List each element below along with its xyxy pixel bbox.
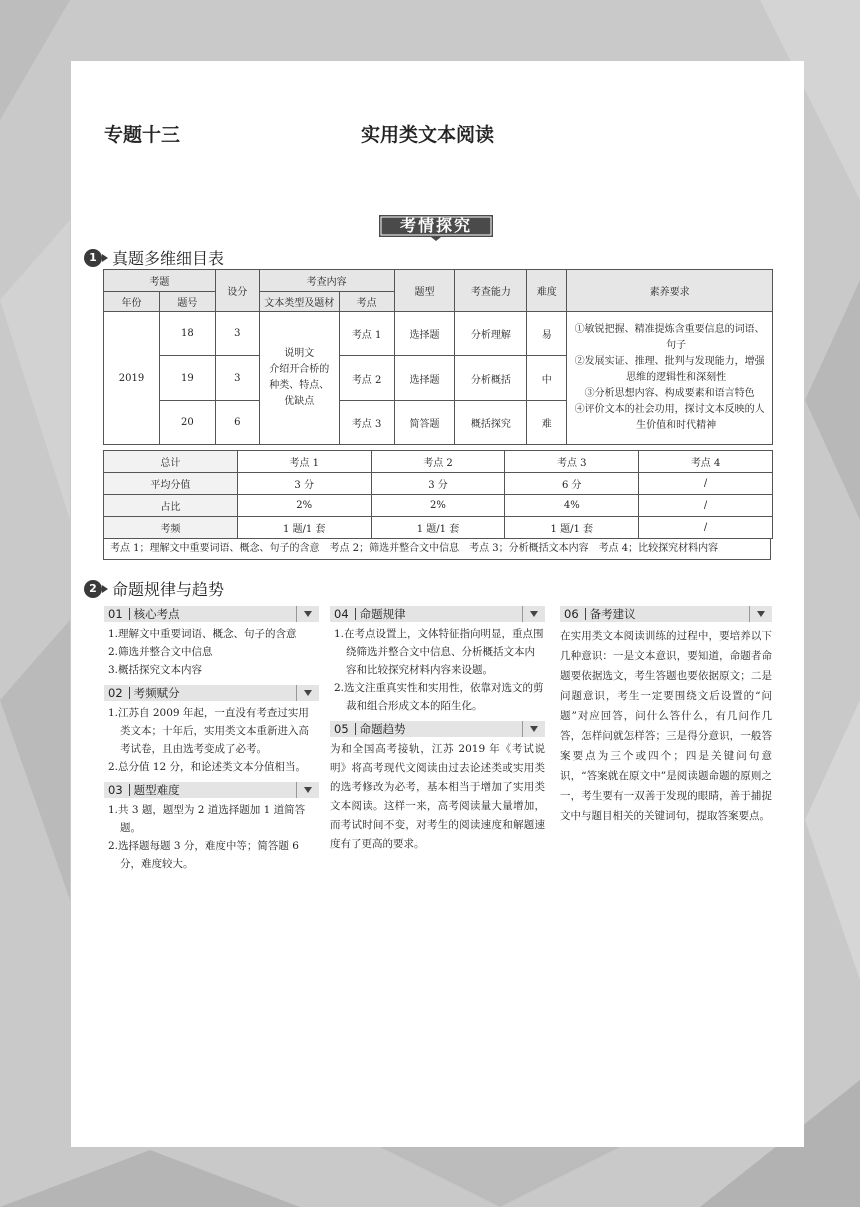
stats-cell: 6 分 (505, 473, 639, 495)
cell-kaodian: 考点 2 (339, 356, 394, 401)
stats-cell: 2% (237, 495, 371, 517)
cell-shefen: 3 (215, 356, 259, 401)
block-header-04 (330, 606, 545, 622)
block-title: 命题规律 (359, 607, 406, 621)
chevron-down-icon (522, 721, 545, 737)
cell-year: 2019 (104, 312, 160, 445)
stats-cell: 1 题/1 套 (505, 517, 639, 539)
cell-nandu: 中 (527, 356, 567, 401)
block-title: 题型难度 (133, 783, 180, 797)
section-heading-1 (84, 246, 224, 269)
chevron-down-icon (296, 606, 319, 622)
header-wenben-leixing: 文本类型及题材 (259, 292, 339, 312)
section-heading-2 (84, 577, 224, 600)
cell-nengli: 分析理解 (455, 312, 527, 356)
stats-cell: / (639, 517, 773, 539)
header-kaodian: 考点 (339, 292, 394, 312)
stats-header: 考点 4 (639, 451, 773, 473)
divider (355, 608, 356, 620)
divider (129, 687, 130, 699)
header-kaoti: 考题 (104, 270, 216, 292)
cell-shefen: 6 (215, 401, 259, 445)
block-header-02 (104, 685, 319, 701)
header-nianfen: 年份 (104, 292, 160, 312)
cell-tihao: 20 (159, 401, 215, 445)
kaodian-note: 考点 1；理解文中重要词语、概念、句子的含意 考点 2；筛选并整合文中信息 考点 3；分析概括文本内容 考点 4；比较探究材料内容 (103, 538, 771, 560)
stats-header: 考点 3 (505, 451, 639, 473)
list-item: 1.江苏自 2009 年起，一直没有考查过实用类文本；十年后，实用类文本重新进入高考试卷，且由选考变成了必考。 (108, 707, 309, 755)
divider (585, 608, 586, 620)
cell-nengli: 概括探究 (455, 401, 527, 445)
cell-kaodian: 考点 3 (339, 401, 394, 445)
header-suyang: 素养要求 (567, 270, 773, 312)
suyang-item: ③分析思想内容、构成要素和语言特色 (584, 388, 755, 399)
list-item: 3.概括探究文本内容 (108, 664, 203, 676)
cell-nengli: 分析概括 (455, 356, 527, 401)
list-item: 2.总分值 12 分，和论述类文本分值相当。 (108, 761, 307, 773)
stats-cell: 1 题/1 套 (237, 517, 371, 539)
chevron-down-icon (522, 606, 545, 622)
block-header-03 (104, 782, 319, 798)
banner-label: 考情探究 (399, 216, 472, 235)
cell-nandu: 易 (527, 312, 567, 356)
block-number: 01 (108, 607, 123, 621)
text-type-line: 种类、特点、 (269, 380, 330, 391)
header-tihao: 题号 (159, 292, 215, 312)
suyang-item: ④评价文本的社会功用，探讨文本反映的人生价值和时代精神 (574, 404, 765, 431)
list-item: 1.理解文中重要词语、概念、句子的含意 (108, 628, 297, 640)
stats-cell: 占比 (104, 495, 238, 517)
text-type-line: 优缺点 (284, 396, 315, 407)
block-number: 06 (564, 607, 579, 621)
header-shefen: 设分 (215, 270, 259, 312)
stats-header: 考点 1 (237, 451, 371, 473)
cell-tihao: 18 (159, 312, 215, 356)
stats-cell: 2% (371, 495, 505, 517)
stats-cell: / (639, 495, 773, 517)
block-number: 03 (108, 783, 123, 797)
header-kaocha-nengli: 考查能力 (455, 270, 527, 312)
section-banner (379, 215, 493, 241)
list-item: 1.共 3 题，题型为 2 道选择题加 1 道简答题。 (108, 804, 306, 834)
stats-cell: / (639, 473, 773, 495)
header-nandu: 难度 (527, 270, 567, 312)
block-body-05: 为和全国高考接轨，江苏 2019 年《考试说明》将高考现代文阅读由过去论述类或实用类的选考修改为必考，基本相当于增加了实用类文本阅读。这样一来，高考阅读量大量增加，而考试时间不变，对考生的阅读速度和解题速度有了更高的要求。 (330, 743, 545, 850)
stats-table (103, 450, 773, 539)
cell-tixing: 简答题 (394, 401, 455, 445)
section-title: 真题多维细目表 (112, 249, 225, 268)
cell-shefen: 3 (215, 312, 259, 356)
column-middle (330, 606, 545, 857)
block-body-02 (104, 701, 319, 779)
block-title: 核心考点 (133, 607, 180, 621)
stats-cell: 3 分 (237, 473, 371, 495)
list-item: 2.筛选并整合文中信息 (108, 646, 213, 658)
topic-number: 专题十三 (104, 124, 181, 146)
list-item: 1.在考点设置上，文体特征指向明显，重点围绕筛选并整合文中信息、分析概括文本内容和比较探究材料内容来设题。 (334, 628, 544, 676)
topic-title: 实用类文本阅读 (361, 124, 495, 146)
cell-nandu: 难 (527, 401, 567, 445)
chevron-down-icon (749, 606, 772, 622)
text-type-line: 介绍开合桥的 (269, 364, 330, 375)
cell-tixing: 选择题 (394, 356, 455, 401)
block-body-01 (104, 622, 319, 682)
divider (129, 608, 130, 620)
text-type-line: 说明文 (284, 348, 315, 359)
section-number-badge: 1 (84, 249, 102, 267)
list-item: 2.选择题每题 3 分，难度中等；简答题 6 分，难度较大。 (108, 840, 299, 870)
block-number: 02 (108, 686, 123, 700)
block-header-06 (560, 606, 772, 622)
block-title: 命题趋势 (359, 722, 406, 736)
stats-cell: 平均分值 (104, 473, 238, 495)
document-page (71, 61, 804, 1147)
section-number-badge: 2 (84, 580, 102, 598)
suyang-item: ②发展实证、推理、批判与发现能力，增强思维的逻辑性和深刻性 (574, 356, 765, 383)
cell-tihao: 19 (159, 356, 215, 401)
block-body-04 (330, 622, 545, 718)
stats-cell: 1 题/1 套 (371, 517, 505, 539)
block-body-06: 在实用类文本阅读训练的过程中，要培养以下几种意识：一是文本意识，要知道，命题者命题要依据选文，考生答题也要依据原文；二是问题意识，考生一定要围绕文后设置的“问题”对应回答，问什么答什么，有几问作几答，怎样问就怎样答；三是得分意识，一般答案要点为三个或四个；四是关键问句意识，“答案就在原文中”是阅读题命题的原则之一，考生要有一双善于发现的眼睛，善于捕捉文中与题目相关的关键词句，提取答案要点。 (560, 630, 772, 822)
column-left (104, 606, 319, 876)
cell-suyang (567, 312, 773, 445)
block-number: 05 (334, 722, 349, 736)
exam-detail-table (103, 269, 773, 445)
chevron-down-icon (296, 782, 319, 798)
divider (355, 723, 356, 735)
divider (129, 784, 130, 796)
list-item: 2.选文注重真实性和实用性，依靠对选文的剪裁和组合形成文本的陌生化。 (334, 682, 544, 712)
stats-cell: 考频 (104, 517, 238, 539)
cell-tixing: 选择题 (394, 312, 455, 356)
stats-cell: 3 分 (371, 473, 505, 495)
block-body-03 (104, 798, 319, 876)
stats-header: 考点 2 (371, 451, 505, 473)
stats-cell: 4% (505, 495, 639, 517)
section-title: 命题规律与趋势 (112, 580, 225, 599)
block-header-01 (104, 606, 319, 622)
block-header-05 (330, 721, 545, 737)
header-tixing: 题型 (394, 270, 455, 312)
cell-kaodian: 考点 1 (339, 312, 394, 356)
column-right (560, 606, 772, 829)
stats-header: 总计 (104, 451, 238, 473)
chevron-down-icon (296, 685, 319, 701)
block-title: 考频赋分 (133, 686, 180, 700)
header-kaocha-neirong: 考查内容 (259, 270, 394, 292)
suyang-item: ①敏锐把握、精准提炼含重要信息的词语、句子 (574, 324, 765, 351)
block-title: 备考建议 (589, 607, 636, 621)
cell-text-type (259, 312, 339, 445)
block-number: 04 (334, 607, 349, 621)
